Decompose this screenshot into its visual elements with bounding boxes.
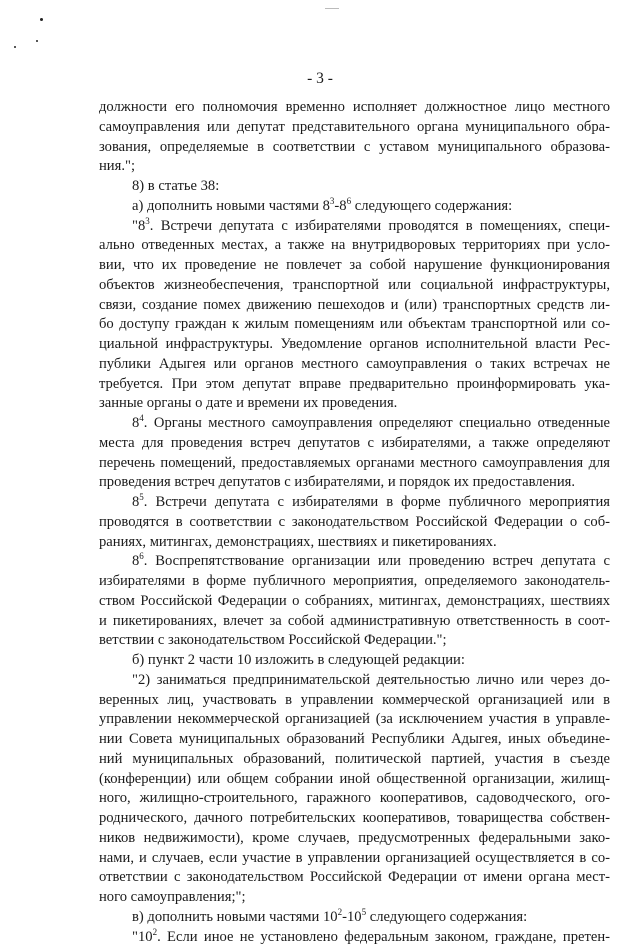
text-line bbox=[99, 98, 610, 118]
scan-speck bbox=[14, 46, 16, 48]
text-run: -10 bbox=[342, 909, 361, 925]
text-line bbox=[99, 908, 610, 928]
text-line bbox=[99, 335, 610, 355]
text-line bbox=[99, 454, 610, 474]
text-run: а) дополнить новыми частями 8 bbox=[132, 198, 330, 214]
scan-speck bbox=[40, 18, 43, 21]
text-line bbox=[99, 217, 610, 237]
text-run: ния."; bbox=[99, 158, 135, 174]
text-line bbox=[99, 256, 610, 276]
text-run: . Если иное не установлено федеральным законом, граждане, претен- bbox=[157, 929, 610, 945]
text-line bbox=[99, 671, 610, 691]
text-line bbox=[99, 868, 610, 888]
text-run: в) дополнить новыми частями 10 bbox=[132, 909, 338, 925]
text-line bbox=[99, 315, 610, 335]
text-run: управлении некоммерческой организацией (за исключением участия в управле- bbox=[99, 711, 610, 727]
text-line bbox=[99, 730, 610, 750]
text-line bbox=[99, 612, 610, 632]
text-run: самоуправления или депутат представительного органа муниципального обра- bbox=[99, 119, 610, 135]
text-line bbox=[99, 157, 610, 177]
text-line bbox=[99, 138, 610, 158]
text-line bbox=[99, 651, 610, 671]
text-run: 8 bbox=[132, 553, 139, 569]
text-run: объектов жизнеобеспечения, транспортной или социальной инфраструктуры, bbox=[99, 277, 610, 293]
text-run: роднического, дачного потребительских кооперативов, товарищества собствен- bbox=[99, 810, 610, 826]
text-line bbox=[99, 414, 610, 434]
superscript: 3 bbox=[330, 196, 335, 206]
text-run: . Воспрепятствование организации или проведению встреч депутата с bbox=[144, 553, 610, 569]
text-run: избирателями в форме публичного мероприятия, определяемого законодатель- bbox=[99, 573, 610, 589]
text-run: требуется. При этом депутат вправе предварительно проинформировать ука- bbox=[99, 376, 610, 392]
text-line bbox=[99, 236, 610, 256]
text-run: и пикетированиях, влечет за собой административную ответственность в соот- bbox=[99, 613, 610, 629]
text-line bbox=[99, 533, 610, 553]
text-line bbox=[99, 197, 610, 217]
superscript: 6 bbox=[139, 551, 144, 561]
text-run: нами, и случаев, если участие в управлении организацией осуществляется в со- bbox=[99, 850, 610, 866]
text-line bbox=[99, 296, 610, 316]
text-run: занные органы о дате и времени их проведения. bbox=[99, 395, 397, 411]
text-line bbox=[99, 513, 610, 533]
text-run: нии Совета муниципальных образований Республики Адыгея, иных объедине- bbox=[99, 731, 610, 747]
text-line bbox=[99, 434, 610, 454]
superscript: 3 bbox=[145, 216, 150, 226]
text-run: 8 bbox=[132, 415, 139, 431]
text-run: связи, создание помех движению пешеходов и (или) транспортных средств ли- bbox=[99, 297, 610, 313]
text-line bbox=[99, 375, 610, 395]
superscript: 6 bbox=[347, 196, 352, 206]
page-number: - 3 - bbox=[0, 70, 640, 88]
text-run: 8 bbox=[132, 494, 139, 510]
superscript: 4 bbox=[139, 413, 144, 423]
text-run: "2) заниматься предпринимательской деятельностью лично или через до- bbox=[132, 672, 610, 688]
text-run: . Встречи депутата с избирателями проводятся в помещениях, специ- bbox=[150, 218, 610, 234]
text-line bbox=[99, 631, 610, 651]
text-line bbox=[99, 789, 610, 809]
text-line bbox=[99, 355, 610, 375]
text-line bbox=[99, 493, 610, 513]
text-line bbox=[99, 473, 610, 493]
text-run: "8 bbox=[132, 218, 145, 234]
text-run: ников недвижимости), кроме случаев, предусмотренных федеральными зако- bbox=[99, 830, 610, 846]
text-run: -8 bbox=[334, 198, 346, 214]
text-run: б) пункт 2 части 10 изложить в следующей редакции: bbox=[132, 652, 465, 668]
text-line bbox=[99, 710, 610, 730]
superscript: 5 bbox=[362, 907, 367, 917]
text-line bbox=[99, 829, 610, 849]
text-line bbox=[99, 572, 610, 592]
text-run: публики Адыгея или органов местного самоуправления о таких встречах не bbox=[99, 356, 610, 372]
text-run: веренных лиц, участвовать в управлении коммерческой организацией или в bbox=[99, 692, 610, 708]
superscript: 2 bbox=[338, 907, 343, 917]
text-run: ально отведенных местах, а также на внутридворовых территориях при усло- bbox=[99, 237, 610, 253]
text-run: "10 bbox=[132, 929, 153, 945]
text-run: . Встречи депутата с избирателями в форме публичного мероприятия bbox=[144, 494, 610, 510]
text-run: ветствии с законодательством Российской Федерации."; bbox=[99, 632, 447, 648]
text-line bbox=[99, 770, 610, 790]
text-run: места для проведения встреч депутатов с избирателями, а также определяют bbox=[99, 435, 610, 451]
superscript: 2 bbox=[153, 927, 158, 937]
text-run: циальной инфраструктуры. Уведомление органов исполнительной власти Рес- bbox=[99, 336, 610, 352]
text-run: следующего содержания: bbox=[366, 909, 527, 925]
text-run: следующего содержания: bbox=[351, 198, 512, 214]
text-run: ного самоуправления;"; bbox=[99, 889, 246, 905]
scan-speck bbox=[36, 40, 38, 42]
text-run: ного, жилищно-строительного, гаражного кооперативов, садоводческого, ого- bbox=[99, 790, 610, 806]
text-run: . Органы местного самоуправления определяют специально отведенные bbox=[144, 415, 610, 431]
text-line bbox=[99, 809, 610, 829]
text-run: ством Российской Федерации о собраниях, митингах, демонстрациях, шествиях bbox=[99, 593, 610, 609]
text-line bbox=[99, 750, 610, 770]
text-run: проведения встреч депутатов с избирателями, и порядок их предоставления. bbox=[99, 474, 575, 490]
scan-speck bbox=[325, 8, 339, 9]
text-line bbox=[99, 177, 610, 197]
text-run: проводятся в соответствии с законодательством Российской Федерации о соб- bbox=[99, 514, 610, 530]
text-line bbox=[99, 592, 610, 612]
document-body bbox=[99, 98, 610, 947]
text-line bbox=[99, 118, 610, 138]
text-run: перечень помещений, предоставляемых органами местного самоуправления для bbox=[99, 455, 610, 471]
text-run: 8) в статье 38: bbox=[132, 178, 219, 194]
text-run: должности его полномочия временно исполняет должностное лицо местного bbox=[99, 99, 610, 115]
text-run: ответствии с законодательством Российской Федерации от имени органа мест- bbox=[99, 869, 610, 885]
text-line bbox=[99, 691, 610, 711]
text-run: зования, определяемые в соответствии с уставом муниципального образова- bbox=[99, 139, 610, 155]
text-line bbox=[99, 552, 610, 572]
text-line bbox=[99, 394, 610, 414]
text-line bbox=[99, 928, 610, 947]
text-run: раниях, митингах, демонстрациях, шествиях и пикетированиях. bbox=[99, 534, 497, 550]
text-run: бо доступу граждан к жилым помещениям или объектам транспортной или со- bbox=[99, 316, 610, 332]
text-line bbox=[99, 849, 610, 869]
text-run: вии, что их проведение не повлечет за собой нарушение функционирования bbox=[99, 257, 610, 273]
superscript: 5 bbox=[139, 492, 144, 502]
text-line bbox=[99, 276, 610, 296]
text-run: (конференции) или общем собрании иной общественной организации, жилищ- bbox=[99, 771, 610, 787]
text-run: ний муниципальных образований, политической партией, участия в съезде bbox=[99, 751, 610, 767]
